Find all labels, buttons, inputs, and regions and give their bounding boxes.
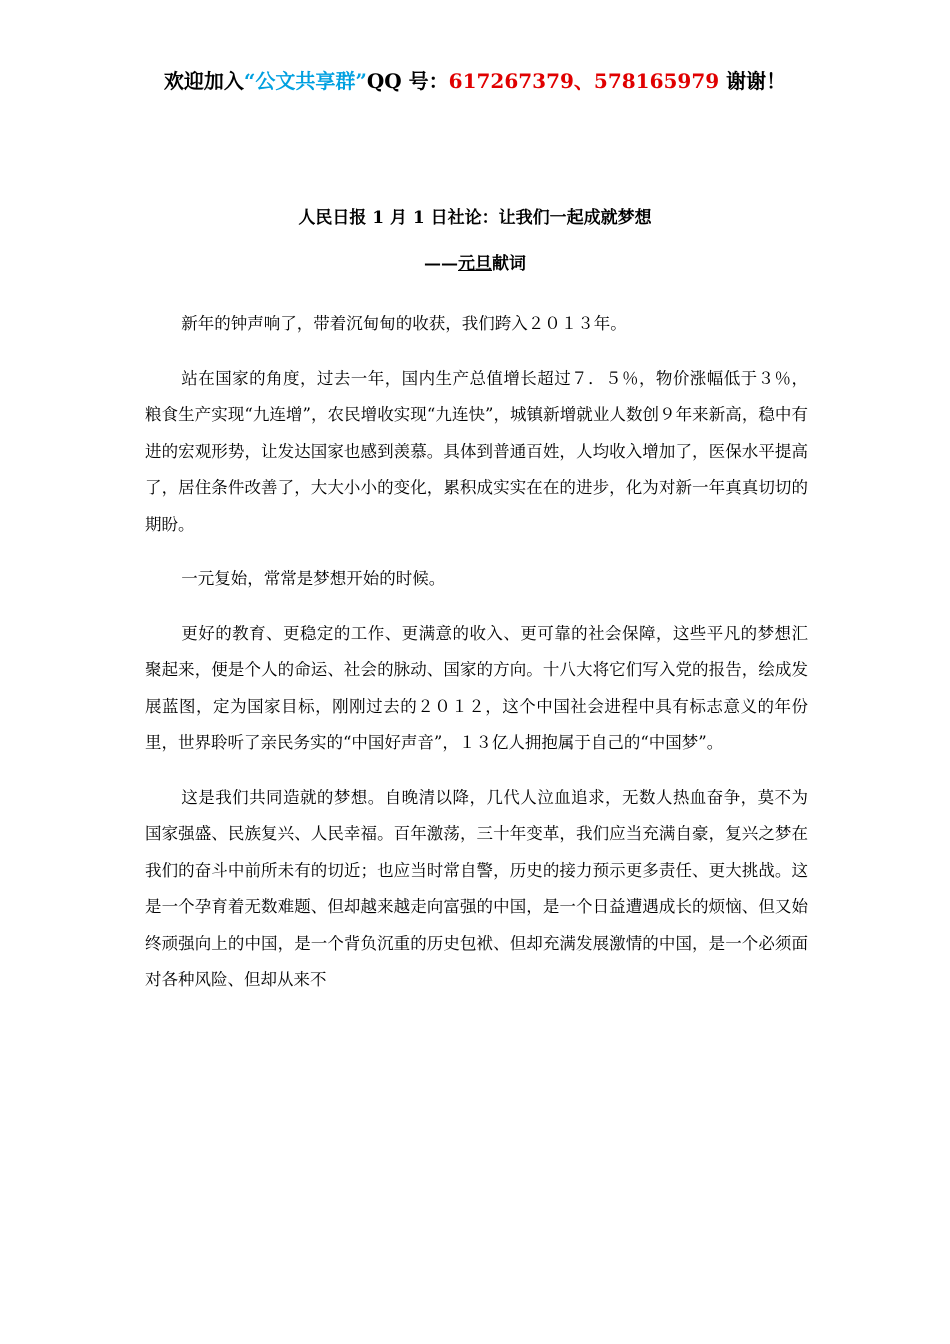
subtitle-dash: ——: [424, 254, 458, 274]
subtitle-rest: 献词: [492, 254, 526, 274]
paragraph: 新年的钟声响了，带着沉甸甸的收获，我们跨入２０１３年。: [181, 314, 627, 333]
banner-suffix: 谢谢！: [719, 69, 787, 93]
banner-group-name: “公文共享群”: [243, 69, 367, 93]
paragraph: 这是我们共同造就的梦想。自晚清以降，几代人泣血追求，无数人热血奋争，莫不为国家强盛、民族复兴、人民幸福。百年激荡，三十年变革，我们应当充满自豪，复兴之梦在我们的奋斗中前所未有的切近；也应当时常自警，历史的接力预示更多责任、更大挑战。这是一个孕育着无数难题、但却越来越走向富强的中国，是一个日益遭遇成长的烦恼、但又始终顽强向上的中国，是一个背负沉重的历史包袱、但却充满发展激情的中国，是一个必须面对各种风险、但却从来不: [145, 787, 808, 989]
article-body: [145, 306, 808, 1017]
share-group-banner: [0, 66, 950, 96]
article-subtitle: [0, 250, 950, 278]
banner-prefix: 欢迎加入: [163, 69, 244, 93]
paragraph: 更好的教育、更稳定的工作、更满意的收入、更可靠的社会保障，这些平凡的梦想汇聚起来，便是个人的命运、社会的脉动、国家的方向。十八大将它们写入党的报告，绘成发展蓝图，定为国家目标，刚刚过去的２０１２，这个中国社会进程中具有标志意义的年份里，世界聆听了亲民务实的“中国好声音”，１３亿人拥抱属于自己的“中国梦”。: [145, 623, 808, 752]
paragraph: 站在国家的角度，过去一年，国内生产总值增长超过７．５％，物价涨幅低于３％，粮食生产实现“九连增”，农民增收实现“九连快”，城镇新增就业人数创９年来新高，稳中有进的宏观形势，让发达国家也感到羡慕。具体到普通百姓，人均收入增加了，医保水平提高了，居住条件改善了，大大小小的变化，累积成实实在在的进步，化为对新一年真真切切的期盼。: [145, 368, 808, 534]
paragraph: 一元复始，常常是梦想开始的时候。: [181, 569, 446, 588]
article-title: 人民日报 1 月 1 日社论：让我们一起成就梦想: [298, 208, 652, 228]
banner-qq-numbers: 617267379、578165979: [448, 69, 720, 93]
subtitle-underlined: 元旦: [458, 254, 492, 274]
banner-qq-label: QQ 号：: [366, 69, 449, 93]
